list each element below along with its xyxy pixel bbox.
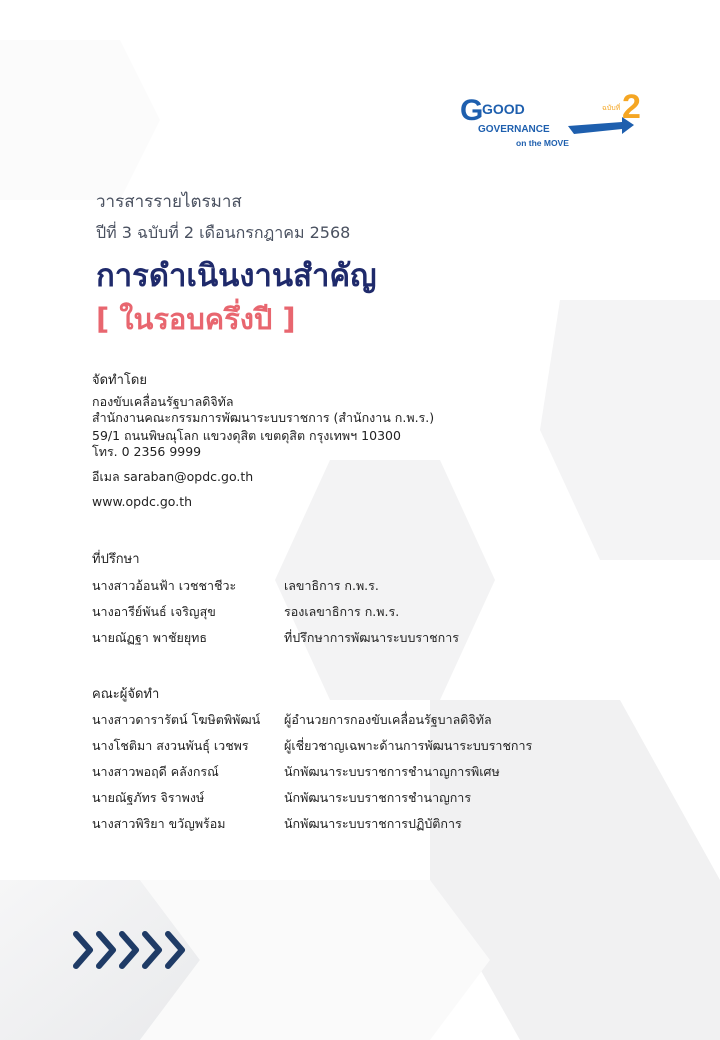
good-governance-on-the-move-logo-icon — [456, 84, 648, 156]
publisher-line: กองขับเคลื่อนรัฐบาลดิจิทัล — [92, 394, 234, 409]
publisher-line: 59/1 ถนนพิษณุโลก แขวงดุสิต เขตดุสิต กรุงเทพฯ 10300 — [92, 428, 401, 443]
team-heading: คณะผู้จัดทำ — [92, 687, 160, 702]
publisher-website: www.opdc.go.th — [92, 494, 193, 509]
publisher-line: โทร. 0 2356 9999 — [92, 444, 202, 459]
issue-info: ปีที่ 3 ฉบับที่ 2 เดือนกรกฎาคม 2568 — [96, 223, 351, 242]
team-member-role: นักพัฒนาระบบราชการชำนาญการพิเศษ — [284, 764, 500, 779]
team-member-role: ผู้อำนวยการกองขับเคลื่อนรัฐบาลดิจิทัล — [284, 712, 492, 727]
logo-line2: GOVERNANCE — [478, 124, 550, 135]
chevron-right-icon — [99, 934, 113, 966]
team-member-role: นักพัฒนาระบบราชการชำนาญการ — [284, 790, 472, 805]
advisor-name: นายณัฏฐา พาชัยยุทธ — [92, 630, 208, 645]
publisher-email: อีเมล saraban@opdc.go.th — [92, 469, 254, 484]
chevron-right-icon — [122, 934, 136, 966]
advisor-role: เลขาธิการ ก.พ.ร. — [284, 578, 379, 593]
good-governance-logo — [456, 84, 648, 156]
chevron-right-icon — [168, 934, 182, 966]
advisors-heading: ที่ปรึกษา — [92, 552, 140, 567]
advisor-name: นางอารีย์พันธ์ เจริญสุข — [92, 604, 216, 619]
team-member-name: นางสาวดารารัตน์ โฆษิตพิพัฒน์ — [92, 712, 261, 727]
chevron-right-icon — [76, 934, 90, 966]
logo-line3: on the MOVE — [516, 138, 569, 148]
team-member-name: นางสาวพอฤดี คลังกรณ์ — [92, 764, 219, 779]
logo-issue-number: 2 — [622, 88, 641, 126]
team-member-role: นักพัฒนาระบบราชการปฏิบัติการ — [284, 816, 462, 831]
team-member-role: ผู้เชี่ยวชาญเฉพาะด้านการพัฒนาระบบราชการ — [284, 738, 533, 753]
publisher-heading: จัดทำโดย — [92, 373, 147, 388]
chevrons-right-icon — [72, 930, 192, 970]
publisher-line: สำนักงานคณะกรรมการพัฒนาระบบราชการ (สำนักงาน ก.พ.ร.) — [92, 410, 435, 425]
advisor-role: ที่ปรึกษาการพัฒนาระบบราชการ — [284, 630, 459, 645]
team-member-name: นางโชติมา สงวนพันธุ์ เวชพร — [92, 738, 249, 753]
team-member-name: นายณัฐภัทร จิราพงษ์ — [92, 790, 205, 805]
page-subtitle: [ ในรอบครึ่งปี ] — [96, 302, 296, 336]
advisor-name: นางสาวอ้อนฟ้า เวชชาชีวะ — [92, 578, 237, 593]
logo-issue-label: ฉบับที่ — [602, 104, 621, 112]
page-title: การดำเนินงานสำคัญ — [96, 258, 377, 294]
chevron-right-icon — [145, 934, 159, 966]
team-member-name: นางสาวพิริยา ขวัญพร้อม — [92, 816, 226, 831]
logo-line1: GOOD — [482, 101, 525, 117]
advisor-role: รองเลขาธิการ ก.พ.ร. — [284, 604, 400, 619]
journal-label: วารสารรายไตรมาส — [96, 192, 242, 212]
logo-g-letter: G — [460, 94, 484, 127]
